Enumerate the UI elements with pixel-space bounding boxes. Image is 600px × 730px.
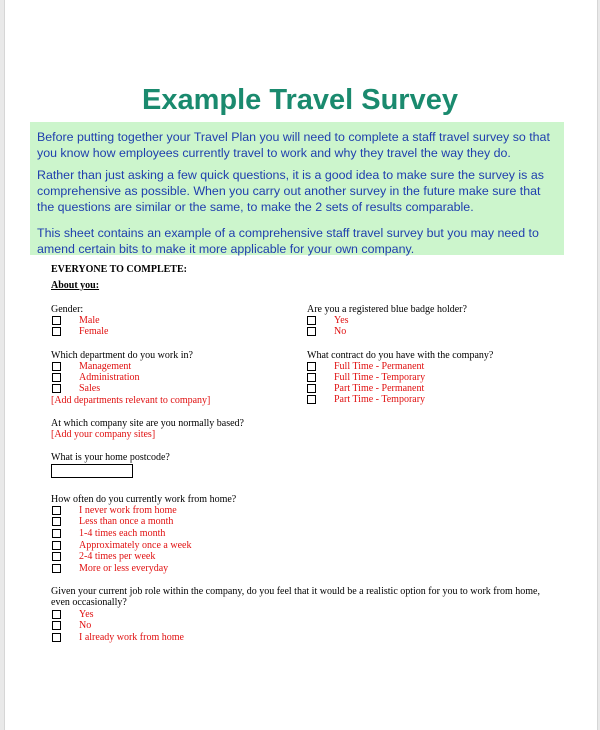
page-title: Example Travel Survey [142,84,458,116]
option-label: Part Time - Temporary [334,394,426,405]
intro-box [30,122,564,255]
option-label: Male [79,315,100,326]
realistic-question-line-1: Given your current job role within the company, do you feel that it would be a realistic option for you to work from home, [51,586,540,597]
option-label: Approximately once a week [79,540,192,551]
intro-paragraph-2: Rather than just asking a few quick questions, it is a good idea to make sure the survey is as comprehensive as possible. When you carry out another survey in the future make sure that the questions are similar or the same, to make the 2 sets of results comparable. [37,168,544,214]
option-label: 1-4 times each month [79,528,166,539]
postcode-input[interactable] [51,464,133,478]
site-question: At which company site are you normally based? [51,418,244,429]
option-label: I already work from home [79,632,184,643]
blue-badge-question: Are you a registered blue badge holder? [307,304,467,315]
checkbox[interactable] [52,541,61,550]
contract-question: What contract do you have with the company? [307,350,494,361]
option-label: More or less everyday [79,563,169,574]
checkbox[interactable] [307,316,316,325]
checkbox[interactable] [307,395,316,404]
option-label: Management [79,361,132,372]
option-label: Yes [334,315,349,326]
checkbox[interactable] [52,384,61,393]
gender-question: Gender: [51,304,84,315]
about-you-heading: About you: [51,280,100,291]
checkbox[interactable] [307,327,316,336]
department-note: [Add departments relevant to company] [51,395,211,406]
option-label: Yes [79,609,94,620]
checkbox[interactable] [52,362,61,371]
checkbox[interactable] [52,506,61,515]
option-label: Female [79,326,109,337]
realistic-question-line-2: even occasionally? [51,597,127,608]
checkbox[interactable] [307,373,316,382]
checkbox[interactable] [307,362,316,371]
postcode-question: What is your home postcode? [51,452,170,463]
option-label: No [79,620,92,631]
option-label: Administration [79,372,140,383]
intro-paragraph-3: This sheet contains an example of a comprehensive staff travel survey but you may need to amend certain bits to make it more applicable for your own company. [37,226,539,256]
department-question: Which department do you work in? [51,350,193,361]
wfh-question: How often do you currently work from home? [51,494,237,505]
checkbox[interactable] [52,610,61,619]
option-label: Full Time - Temporary [334,372,426,383]
checkbox[interactable] [307,384,316,393]
checkbox[interactable] [52,327,61,336]
checkbox[interactable] [52,373,61,382]
checkbox[interactable] [52,529,61,538]
option-label: No [334,326,347,337]
site-note: [Add your company sites] [51,429,156,440]
option-label: Part Time - Permanent [334,383,425,394]
checkbox[interactable] [52,621,61,630]
intro-paragraph-1: Before putting together your Travel Plan you will need to complete a staff travel survey so that you know how employees currently travel to work and why they travel the way they do. [37,130,550,160]
checkbox[interactable] [52,552,61,561]
option-label: 2-4 times per week [79,551,156,562]
checkbox[interactable] [52,633,61,642]
checkbox[interactable] [52,517,61,526]
checkbox[interactable] [52,564,61,573]
option-label: Full Time - Permanent [334,361,425,372]
checkbox[interactable] [52,316,61,325]
option-label: I never work from home [79,505,177,516]
section-heading: EVERYONE TO COMPLETE: [51,264,187,275]
option-label: Sales [79,383,101,394]
option-label: Less than once a month [79,516,174,527]
